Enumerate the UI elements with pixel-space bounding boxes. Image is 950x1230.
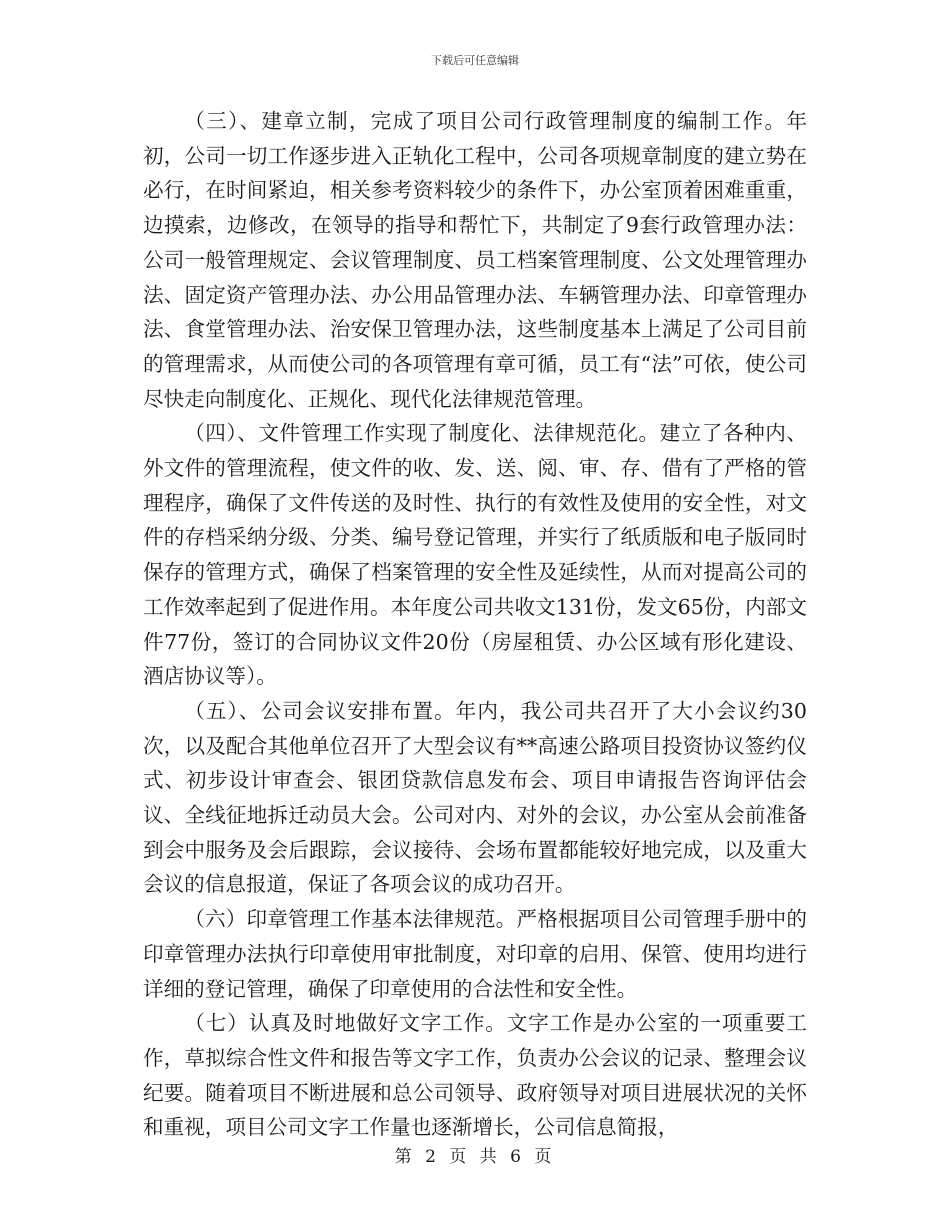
paragraph-6: （六）印章管理工作基本法律规范。严格根据项目公司管理手册中的印章管理办法执行印章使用审批制度，对印章的启用、保管、使用均进行详细的登记管理，确保了印章使用的合法性和安全性。 bbox=[143, 907, 807, 1001]
paragraph-5: （五）、公司会议安排布置。年内，我公司共召开了大小会议约30次，以及配合其他单位召开了大型会议有**高速公路项目投资协议签约仪式、初步设计审查会、银团贷款信息发布会、项目申请报告咨询评估会议、全线征地拆迁动员大会。公司对内、对外的会议，办公室从会前准备到会中服务及会后跟踪，会议接待、会场布置都能较好地完成，以及重大会议的信息报道，保证了各项会议的成功召开。 bbox=[143, 698, 807, 897]
page-number-footer: 第 2 页 共 6 页 bbox=[394, 1147, 556, 1167]
document-body bbox=[143, 104, 807, 1145]
paragraph-4: （四）、文件管理工作实现了制度化、法律规范化。建立了各种内、外文件的管理流程，使文件的收、发、送、阅、审、存、借有了严格的管理程序，确保了文件传送的及时性、执行的有效性及使用的安全性，对文件的存档采纳分级、分类、编号登记管理，并实行了纸质版和电子版同时保存的管理方式，确保了档案管理的安全性及延续性，从而对提高公司的工作效率起到了促进作用。本年度公司共收文131份，发文65份，内部文件77份，签订的合同协议文件20份（房屋租赁、办公区域有形化建设、酒店协议等）。 bbox=[143, 421, 807, 689]
paragraph-7: （七）认真及时地做好文字工作。文字工作是办公室的一项重要工作，草拟综合性文件和报告等文字工作，负责办公会议的记录、整理会议纪要。随着项目不断进展和总公司领导、政府领导对项目进展状况的关怀和重视，项目公司文字工作量也逐渐增长，公司信息简报， bbox=[143, 1011, 807, 1140]
page-header: 下载后可任意编辑 bbox=[431, 54, 519, 67]
paragraph-3: （三）、建章立制，完成了项目公司行政管理制度的编制工作。年初，公司一切工作逐步进入正轨化工程中，公司各项规章制度的建立势在必行，在时间紧迫，相关参考资料较少的条件下，办公室顶着困难重重，边摸索，边修改，在领导的指导和帮忙下，共制定了9套行政管理办法：公司一般管理规定、会议管理制度、员工档案管理制度、公文处理管理办法、固定资产管理办法、办公用品管理办法、车辆管理办法、印章管理办法、食堂管理办法、治安保卫管理办法，这些制度基本上满足了公司目前的管理需求，从而使公司的各项管理有章可循，员工有“法”可依，使公司尽快走向制度化、正规化、现代化法律规范管理。 bbox=[143, 109, 807, 411]
